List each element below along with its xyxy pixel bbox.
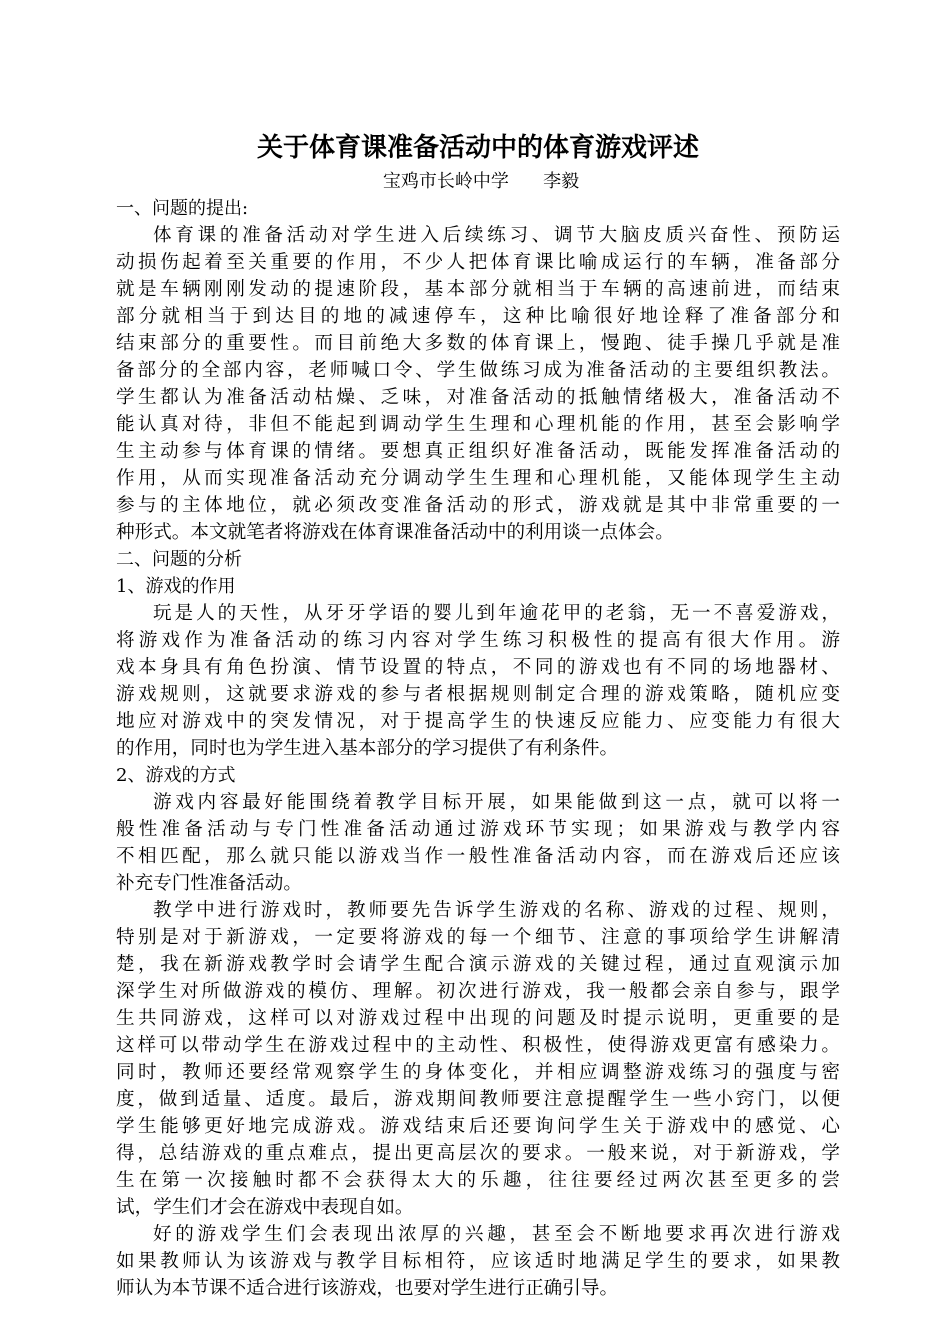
text-line: 试，学生们才会在游戏中表现自如。 xyxy=(116,1197,414,1218)
text-line: 不相匹配，那么就只能以游戏当作一般性准备活动内容，而在游戏后还应该 xyxy=(116,846,840,867)
paragraph-5 xyxy=(116,1221,840,1302)
text-line: 学生都认为准备活动枯燥、乏味，对准备活动的抵触情绪极大，准备活动不 xyxy=(116,387,840,408)
text-line: 楚，我在新游戏教学时会请学生配合演示游戏的关键过程，通过直观演示加 xyxy=(116,954,840,975)
text-line: 生主动参与体育课的情绪。要想真正组织好准备活动，既能发挥准备活动的 xyxy=(116,441,840,462)
paragraph-3 xyxy=(116,789,840,897)
text-line: 种形式。本文就笔者将游戏在体育课准备活动中的利用谈一点体会。 xyxy=(116,522,674,543)
text-line: 体育课的准备活动对学生进入后续练习、调节大脑皮质兴奋性、预防运 xyxy=(153,225,840,246)
text-line: 能认真对待，非但不能起到调动学生生理和心理机能的作用，甚至会影响学 xyxy=(116,414,840,435)
text-line: 般性准备活动与专门性准备活动通过游戏环节实现；如果游戏与教学内容 xyxy=(116,819,840,840)
text-line: 得，总结游戏的重点难点，提出更高层次的要求。一般来说，对于新游戏，学 xyxy=(116,1143,840,1164)
text-line: 的作用，同时也为学生进入基本部分的学习提供了有利条件。 xyxy=(116,738,619,759)
text-line: 动损伤起着至关重要的作用，不少人把体育课比喻成运行的车辆，准备部分 xyxy=(116,252,840,273)
document-page xyxy=(116,128,840,1302)
text-line: 这样可以带动学生在游戏过程中的主动性、积极性，使得游戏更富有感染力。 xyxy=(116,1035,840,1056)
subsection-heading-2: 2、游戏的方式 xyxy=(116,765,236,786)
text-line: 师认为本节课不适合进行该游戏，也要对学生进行正确引导。 xyxy=(116,1278,619,1299)
text-line: 参与的主体地位，就必须改变准备活动的形式，游戏就是其中非常重要的一 xyxy=(116,495,840,516)
text-line: 部分就相当于到达目的地的减速停车，这种比喻很好地诠释了准备部分和 xyxy=(116,306,840,327)
text-line: 作用，从而实现准备活动充分调动学生生理和心理机能，又能体现学生主动 xyxy=(116,468,840,489)
text-line: 深学生对所做游戏的模仿、理解。初次进行游戏，我一般都会亲自参与，跟学 xyxy=(116,981,840,1002)
text-line: 补充专门性准备活动。 xyxy=(116,873,302,894)
text-line: 游戏规则，这就要求游戏的参与者根据规则制定合理的游戏策略，随机应变 xyxy=(116,684,840,705)
text-line: 戏本身具有角色扮演、情节设置的特点，不同的游戏也有不同的场地器材、 xyxy=(116,657,840,678)
text-line: 玩是人的天性，从牙牙学语的婴儿到年逾花甲的老翁，无一不喜爱游戏， xyxy=(153,603,840,624)
text-line: 同时，教师还要经常观察学生的身体变化，并相应调整游戏练习的强度与密 xyxy=(116,1062,840,1083)
subsection-heading-1: 1、游戏的作用 xyxy=(116,576,236,597)
text-line: 将游戏作为准备活动的练习内容对学生练习积极性的提高有很大作用。游 xyxy=(116,630,840,651)
paragraph-2 xyxy=(116,600,840,762)
paragraph-1 xyxy=(116,222,840,546)
section-heading-2: 二、问题的分析 xyxy=(116,549,242,570)
text-line: 结束部分的重要性。而目前绝大多数的体育课上，慢跑、徒手操几乎就是准 xyxy=(116,333,840,354)
text-line: 度，做到适量、适度。最后，游戏期间教师要注意提醒学生一些小窍门，以便 xyxy=(116,1089,840,1110)
text-line: 游戏内容最好能围绕着教学目标开展，如果能做到这一点，就可以将一 xyxy=(153,792,840,813)
document-title: 关于体育课准备活动中的体育游戏评述 xyxy=(256,133,699,163)
text-line: 教学中进行游戏时，教师要先告诉学生游戏的名称、游戏的过程、规则， xyxy=(153,900,840,921)
paragraph-4 xyxy=(116,897,840,1221)
text-line: 好的游戏学生们会表现出浓厚的兴趣，甚至会不断地要求再次进行游戏 xyxy=(153,1224,840,1245)
author-line: 宝鸡市长岭中学 李毅 xyxy=(382,171,580,192)
text-line: 如果教师认为该游戏与教学目标相符，应该适时地满足学生的要求，如果教 xyxy=(116,1251,840,1272)
text-line: 备部分的全部内容，老师喊口令、学生做练习成为准备活动的主要组织教法。 xyxy=(116,360,840,381)
text-line: 生在第一次接触时都不会获得太大的乐趣，往往要经过两次甚至更多的尝 xyxy=(116,1170,840,1191)
text-line: 生共同游戏，这样可以对游戏过程中出现的问题及时提示说明，更重要的是 xyxy=(116,1008,840,1029)
section-heading-1: 一、问题的提出: xyxy=(116,198,249,219)
text-line: 特别是对于新游戏，一定要将游戏的每一个细节、注意的事项给学生讲解清 xyxy=(116,927,840,948)
text-line: 地应对游戏中的突发情况，对于提高学生的快速反应能力、应变能力有很大 xyxy=(116,711,840,732)
text-line: 学生能够更好地完成游戏。游戏结束后还要询问学生关于游戏中的感觉、心 xyxy=(116,1116,840,1137)
text-line: 就是车辆刚刚发动的提速阶段，基本部分就相当于车辆的高速前进，而结束 xyxy=(116,279,840,300)
